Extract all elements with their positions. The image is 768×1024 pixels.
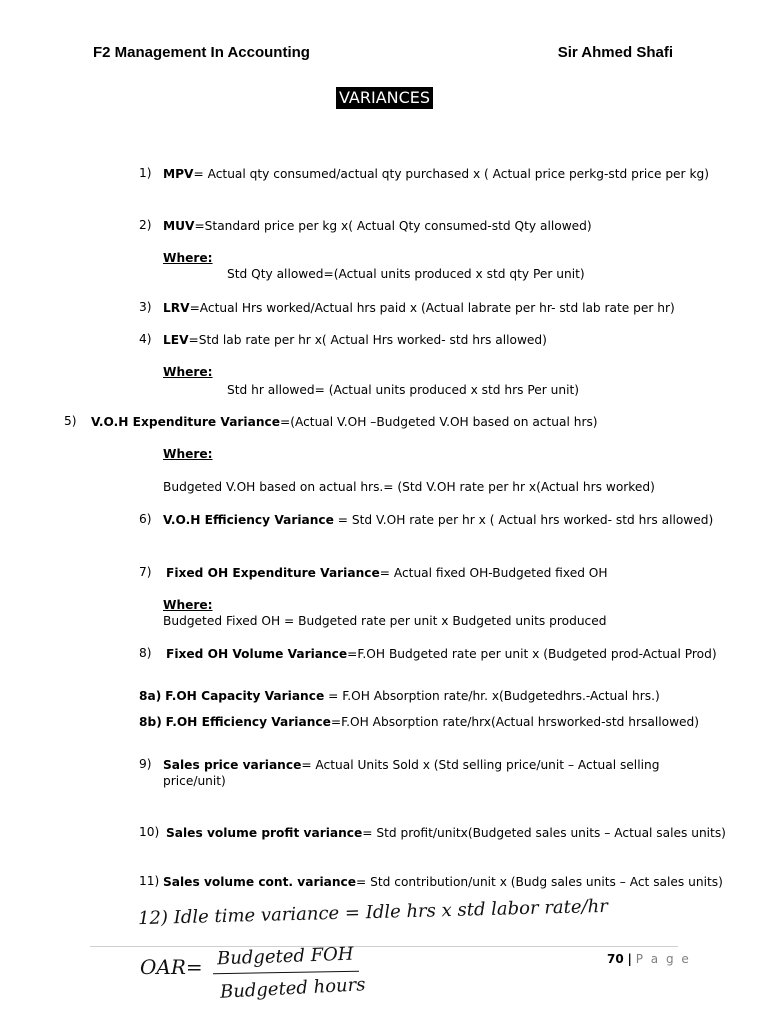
page-number <box>607 952 691 966</box>
item-number: 5) <box>64 414 77 428</box>
item-number: 8a) <box>139 689 162 703</box>
item-formula: = Std V.OH rate per hr x ( Actual hrs worked- std hrs allowed) <box>333 513 714 527</box>
item-term: MPV <box>163 167 194 181</box>
item-formula: =Std lab rate per hr x( Actual Hrs worked- std hrs allowed) <box>188 333 547 347</box>
page-title: VARIANCES <box>336 87 433 109</box>
item-formula: = Actual Units Sold x (Std selling price/unit – Actual selling <box>301 758 660 772</box>
handwritten-oar-numerator: Budgeted FOH <box>216 943 354 970</box>
header-author: Sir Ahmed Shafi <box>557 44 673 61</box>
where-detail: Budgeted Fixed OH = Budgeted rate per unit x Budgeted units produced <box>163 614 607 628</box>
item-formula: =Actual Hrs worked/Actual hrs paid x (Actual labrate per hr- std lab rate per hr) <box>189 301 675 315</box>
item-term: MUV <box>163 219 195 233</box>
item-term: LEV <box>163 333 189 347</box>
item-number: 2) <box>139 218 152 232</box>
where-detail: Std hr allowed= (Actual units produced x std hrs Per unit) <box>227 383 580 397</box>
where-label: Where: <box>163 598 213 612</box>
item-formula: =Standard price per kg x( Actual Qty consumed-std Qty allowed) <box>194 219 592 233</box>
item-term: LRV <box>163 301 190 315</box>
handwritten-fraction-bar <box>213 971 359 975</box>
item-term: Fixed OH Expenditure Variance <box>166 566 380 580</box>
item-term: V.O.H Expenditure Variance <box>91 415 280 429</box>
where-label: Where: <box>163 365 213 379</box>
page-label: P a g e <box>635 952 691 966</box>
handwritten-oar-label: OAR= <box>140 955 203 979</box>
item-number: 6) <box>139 512 152 526</box>
item-number: 8) <box>139 646 152 660</box>
item-term: F.OH Capacity Variance <box>165 689 325 703</box>
item-formula: = Actual fixed OH-Budgeted fixed OH <box>379 566 608 580</box>
page-number-separator: | <box>627 952 632 966</box>
where-label: Where: <box>163 251 213 265</box>
footer-divider <box>90 946 678 947</box>
item-formula: =F.OH Budgeted rate per unit x (Budgeted prod-Actual Prod) <box>347 647 717 661</box>
item-formula: = Std contribution/unit x (Budg sales units – Act sales units) <box>356 875 723 889</box>
where-detail: Budgeted V.OH based on actual hrs.= (Std V.OH rate per hr x(Actual hrs worked) <box>163 480 655 494</box>
item-formula: =(Actual V.OH –Budgeted V.OH based on actual hrs) <box>280 415 598 429</box>
item-term: Sales price variance <box>163 758 302 772</box>
item-term: Fixed OH Volume Variance <box>166 647 348 661</box>
item-term: Sales volume profit variance <box>166 826 363 840</box>
item-formula: = Std profit/unitx(Budgeted sales units – Actual sales units) <box>362 826 726 840</box>
item-number: 3) <box>139 300 152 314</box>
item-number: 4) <box>139 332 152 346</box>
item-number: 10) <box>139 825 160 839</box>
item-number: 11) <box>139 874 160 888</box>
list-item <box>139 688 660 704</box>
header-course-title: F2 Management In Accounting <box>93 44 310 61</box>
item-number: 9) <box>139 757 152 771</box>
where-label: Where: <box>163 447 213 461</box>
item-number: 1) <box>139 166 152 180</box>
item-formula-continued: price/unit) <box>163 774 226 788</box>
handwritten-idle-time-variance: 12) Idle time variance = Idle hrs x std labor rate/hr <box>137 895 609 930</box>
item-term: V.O.H Efficiency Variance <box>163 513 334 527</box>
item-number: 7) <box>139 565 152 579</box>
item-term: Sales volume cont. variance <box>163 875 357 889</box>
item-formula: =F.OH Absorption rate/hrx(Actual hrsworked-std hrsallowed) <box>330 715 700 729</box>
page-number-value: 70 <box>607 952 624 966</box>
handwritten-oar-denominator: Budgeted hours <box>219 974 366 1003</box>
item-formula: = Actual qty consumed/actual qty purchased x ( Actual price perkg-std price per kg) <box>193 167 709 181</box>
item-number: 8b) <box>139 715 162 729</box>
item-term: F.OH Efficiency Variance <box>165 715 331 729</box>
list-item <box>139 714 699 730</box>
item-formula: = F.OH Absorption rate/hr. x(Budgetedhrs.-Actual hrs.) <box>324 689 660 703</box>
where-detail: Std Qty allowed=(Actual units produced x std qty Per unit) <box>227 267 585 281</box>
